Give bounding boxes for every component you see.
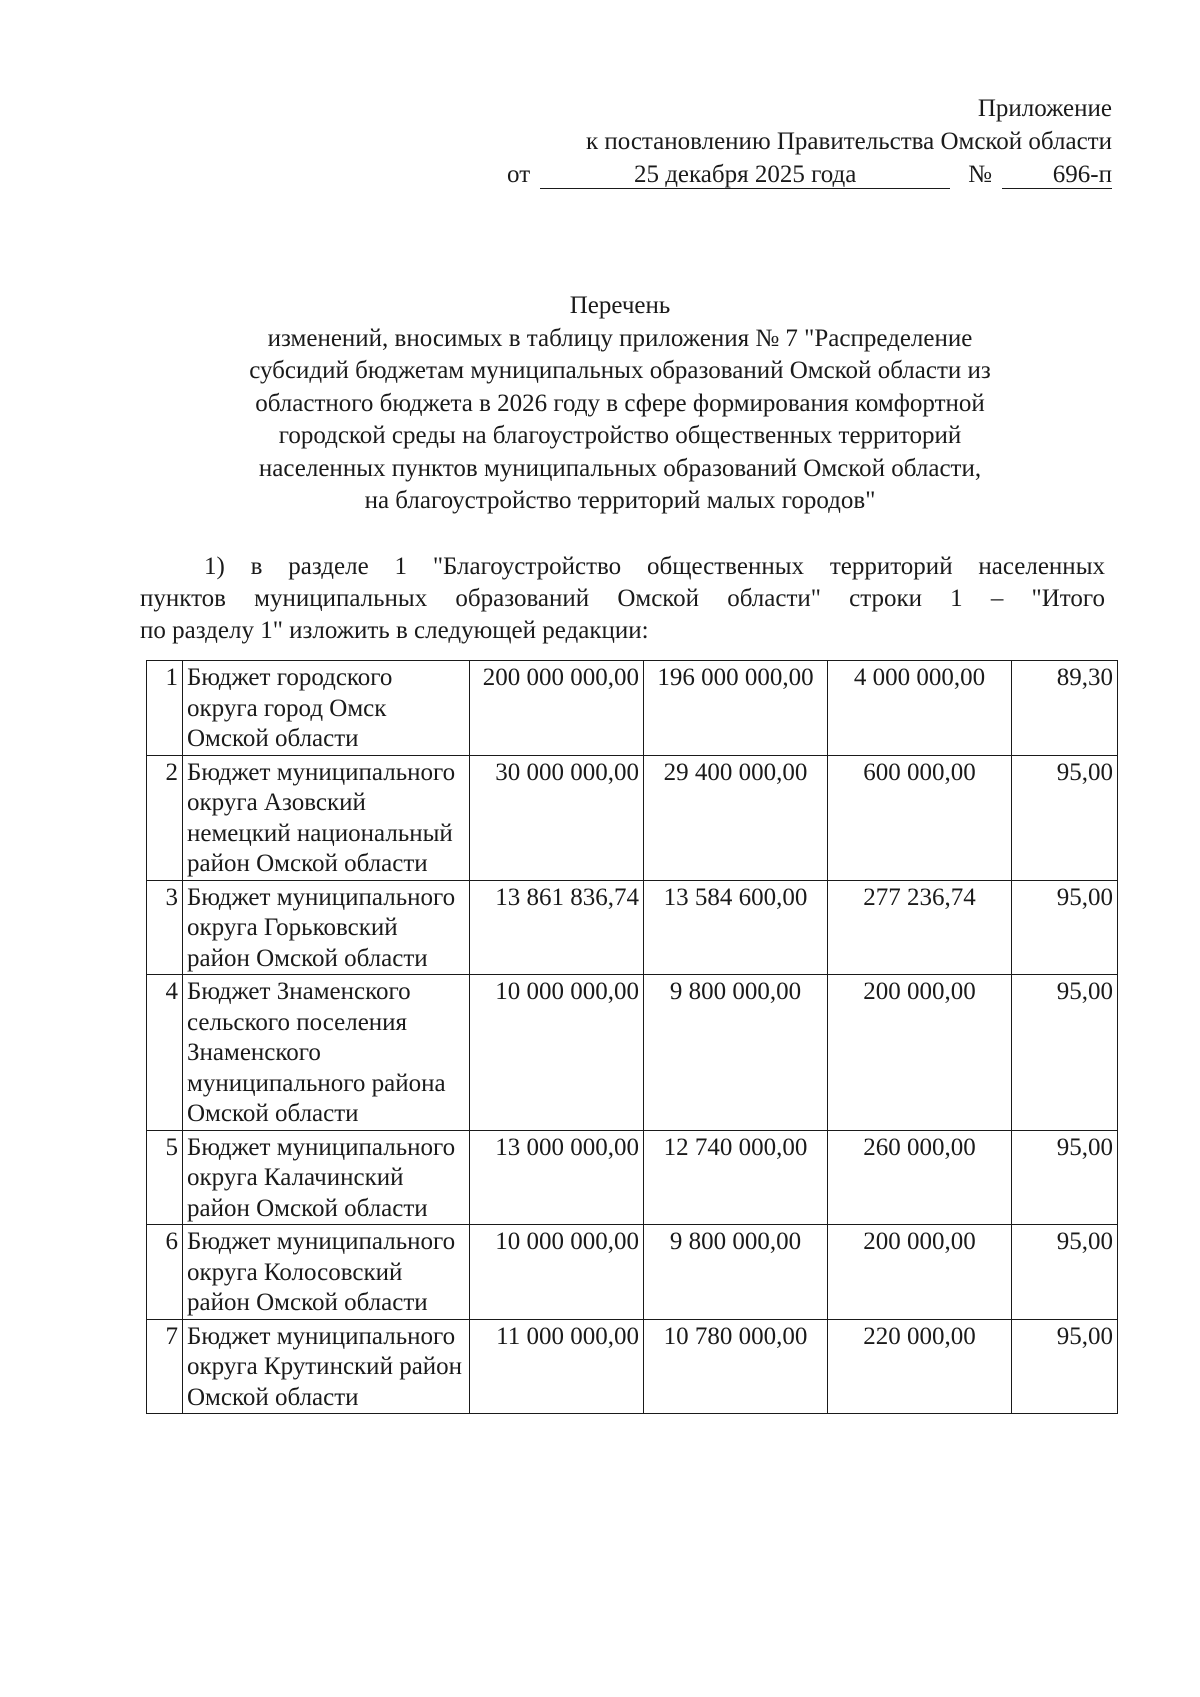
- co-financing-percent: 95,00: [1012, 755, 1118, 880]
- co-financing-percent: 95,00: [1012, 975, 1118, 1131]
- appendix-header: [507, 92, 1112, 191]
- title-line: на благоустройство территорий малых городов": [364, 487, 876, 514]
- table-row: [147, 880, 1118, 975]
- budget-name: Бюджет городского округа город Омск Омской области: [183, 661, 470, 756]
- budget-name: Бюджет муниципального округа Горьковский район Омской области: [183, 880, 470, 975]
- from-label: от: [507, 161, 531, 188]
- title-line: областного бюджета в 2026 году в сфере формирования комфортной: [255, 389, 985, 417]
- resolution-number: 696-п: [1002, 162, 1112, 189]
- amendment-paragraph: [140, 551, 1105, 647]
- title-line: Перечень: [569, 292, 671, 319]
- co-financing-percent: 95,00: [1012, 880, 1118, 975]
- total-amount: 10 000 000,00: [470, 1225, 644, 1320]
- local-amount: 277 236,74: [828, 880, 1012, 975]
- row-number: 1: [147, 661, 183, 756]
- regional-amount: 12 740 000,00: [644, 1130, 828, 1225]
- local-amount: 220 000,00: [828, 1319, 1012, 1414]
- local-amount: 200 000,00: [828, 1225, 1012, 1320]
- total-amount: 11 000 000,00: [470, 1319, 644, 1414]
- local-amount: 260 000,00: [828, 1130, 1012, 1225]
- total-amount: 10 000 000,00: [470, 975, 644, 1131]
- date-number-line: [507, 158, 1112, 191]
- row-number: 5: [147, 1130, 183, 1225]
- row-number: 2: [147, 755, 183, 880]
- budget-name: Бюджет Знаменского сельского поселения Знаменского муниципального района Омской области: [183, 975, 470, 1131]
- table-row: [147, 1130, 1118, 1225]
- row-number: 7: [147, 1319, 183, 1414]
- budget-name: Бюджет муниципального округа Калачинский район Омской области: [183, 1130, 470, 1225]
- total-amount: 30 000 000,00: [470, 755, 644, 880]
- document-title: [150, 290, 1090, 518]
- title-line: изменений, вносимых в таблицу приложения № 7 "Распределение: [267, 324, 973, 352]
- paragraph-line: по разделу 1" изложить в следующей редакции:: [140, 617, 649, 644]
- table-row: [147, 975, 1118, 1131]
- regional-amount: 10 780 000,00: [644, 1319, 828, 1414]
- appendix-label: Приложение: [977, 95, 1112, 122]
- co-financing-percent: 95,00: [1012, 1319, 1118, 1414]
- regional-amount: 29 400 000,00: [644, 755, 828, 880]
- paragraph-line: 1) в разделе 1 "Благоустройство общественных территорий населенных: [204, 553, 1105, 580]
- local-amount: 200 000,00: [828, 975, 1012, 1131]
- row-number: 3: [147, 880, 183, 975]
- co-financing-percent: 95,00: [1012, 1225, 1118, 1320]
- co-financing-percent: 95,00: [1012, 1130, 1118, 1225]
- resolution-date: 25 декабря 2025 года: [540, 162, 950, 189]
- number-sign: №: [968, 161, 992, 188]
- subsidy-table: [146, 660, 1118, 1414]
- title-line: городской среды на благоустройство общественных территорий: [278, 422, 962, 449]
- co-financing-percent: 89,30: [1012, 661, 1118, 756]
- table-row: [147, 755, 1118, 880]
- budget-name: Бюджет муниципального округа Крутинский район Омской области: [183, 1319, 470, 1414]
- regional-amount: 196 000 000,00: [644, 661, 828, 756]
- total-amount: 13 000 000,00: [470, 1130, 644, 1225]
- table-row: [147, 1319, 1118, 1414]
- total-amount: 13 861 836,74: [470, 880, 644, 975]
- row-number: 6: [147, 1225, 183, 1320]
- row-number: 4: [147, 975, 183, 1131]
- paragraph-line: пунктов муниципальных образований Омской области" строки 1 – "Итого: [140, 585, 1105, 612]
- regional-amount: 13 584 600,00: [644, 880, 828, 975]
- local-amount: 4 000 000,00: [828, 661, 1012, 756]
- budget-name: Бюджет муниципального округа Колосовский район Омской области: [183, 1225, 470, 1320]
- resolution-reference: к постановлению Правительства Омской области: [585, 128, 1112, 155]
- regional-amount: 9 800 000,00: [644, 1225, 828, 1320]
- table-row: [147, 661, 1118, 756]
- local-amount: 600 000,00: [828, 755, 1012, 880]
- title-line: субсидий бюджетам муниципальных образований Омской области из: [249, 357, 991, 384]
- budget-name: Бюджет муниципального округа Азовский немецкий национальный район Омской области: [183, 755, 470, 880]
- total-amount: 200 000 000,00: [470, 661, 644, 756]
- regional-amount: 9 800 000,00: [644, 975, 828, 1131]
- title-line: населенных пунктов муниципальных образований Омской области,: [258, 454, 982, 482]
- table-row: [147, 1225, 1118, 1320]
